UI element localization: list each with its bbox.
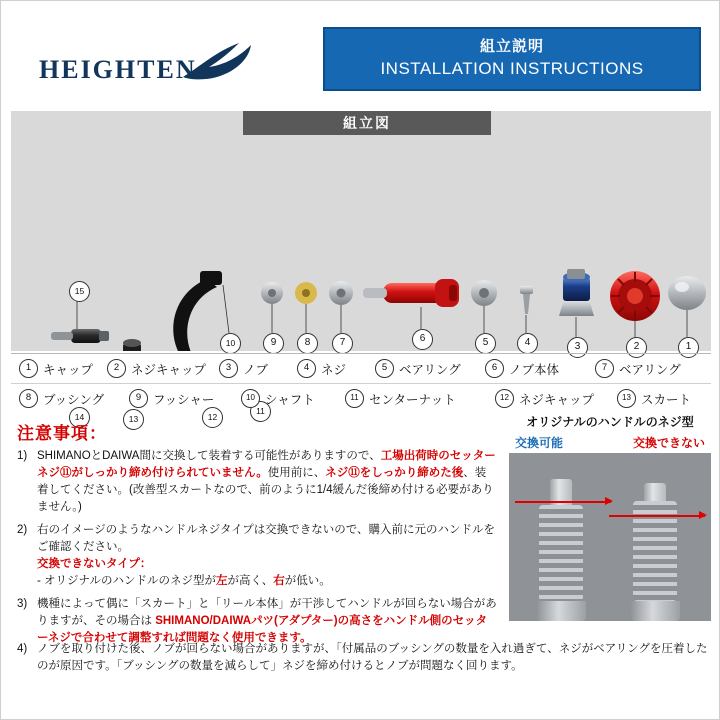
- legend-num-6: 6: [485, 359, 504, 378]
- note-2-seg-3: 左: [215, 575, 228, 587]
- legend-item-13: [609, 389, 709, 408]
- legend-item-12: [487, 389, 609, 408]
- callout-9: 9: [263, 333, 284, 354]
- note-4: [17, 641, 717, 675]
- note-1-seg-2: 使用前に、: [267, 467, 326, 479]
- note-1-seg-0: SHIMANOとDAIWA間に交換して装着する可能性がありますので、: [37, 450, 381, 462]
- note-1-text: [37, 448, 497, 516]
- diagram-title: 組立図: [243, 111, 491, 135]
- title-english: INSTALLATION INSTRUCTIONS: [380, 59, 644, 78]
- legend-num-10: 10: [241, 389, 260, 408]
- callout-5: 5: [475, 333, 496, 354]
- legend-label-5: ベアリング: [399, 362, 461, 377]
- header: [1, 1, 720, 105]
- legend-num-4: 4: [297, 359, 316, 378]
- knob-base: [536, 601, 586, 621]
- arrow-left-icon: [605, 497, 613, 505]
- legend-label-8: ブッシング: [43, 392, 105, 407]
- parts-legend: [11, 353, 711, 412]
- swoosh-icon: [179, 37, 274, 81]
- brand-logo: [39, 33, 309, 93]
- note-3-seg-0: 機種によって偶に「スカート」と「リール本体」が干渉してハンドルが回らない場合がありますが、その場合は: [37, 598, 497, 627]
- label-compatible: 交換可能: [515, 436, 564, 450]
- legend-item-4: [289, 359, 367, 378]
- note-2-seg-5: 右: [273, 575, 285, 587]
- legend-num-5: 5: [375, 359, 394, 378]
- part-screw-cap-large: [610, 271, 660, 321]
- knob-incompatible: [629, 483, 681, 621]
- note-3: [17, 596, 497, 647]
- legend-label-10: シャフト: [265, 392, 315, 407]
- legend-label-9: フッシャー: [153, 392, 215, 407]
- note-1-seg-1: 工場出荷時のセッターネジ⑪がしっかり締め付けられていません。: [37, 450, 496, 479]
- part-bushing: [295, 282, 317, 304]
- callout-7: 7: [332, 333, 353, 354]
- legend-num-1: 1: [19, 359, 38, 378]
- callout-2: 2: [626, 337, 647, 358]
- legend-label-1: キャップ: [43, 362, 94, 377]
- legend-num-9: 9: [129, 389, 148, 408]
- legend-label-12: ネジキャップ: [519, 392, 595, 407]
- legend-row-2: [11, 384, 711, 413]
- callout-13: 13: [123, 409, 144, 430]
- note-2-seg-2: - オリジナルのハンドルのネジ型が: [37, 575, 216, 587]
- legend-num-8: 8: [19, 389, 38, 408]
- part-knob: [559, 269, 594, 316]
- legend-item-9: [121, 389, 233, 408]
- note-1-marker: 1): [17, 450, 28, 462]
- parts-illustration: [11, 111, 711, 351]
- part-washer: [261, 282, 283, 304]
- title-banner: [323, 27, 701, 91]
- note-2-seg-1: 交換できないタイプ：: [37, 558, 152, 570]
- callout-6: 6: [412, 329, 433, 350]
- callout-15: 15: [69, 281, 90, 302]
- legend-item-2: [99, 359, 211, 378]
- legend-item-7: [587, 359, 701, 378]
- reference-line-right: [609, 515, 705, 517]
- notes-title: 注意事項：: [17, 424, 107, 443]
- legend-num-2: 2: [107, 359, 126, 378]
- note-2-seg-4: が高く、: [227, 575, 274, 587]
- legend-item-8: [11, 389, 121, 408]
- note-1-seg-3: ネジ⑪をしっかり締めた後: [325, 467, 464, 479]
- note-2-text: [37, 522, 497, 590]
- callout-3: 3: [567, 337, 588, 358]
- callout-4: 4: [517, 333, 538, 354]
- reference-line-left: [515, 501, 611, 503]
- part-knob-body: [363, 279, 459, 307]
- title-japanese: 組立説明: [479, 38, 544, 55]
- callout-12: 12: [202, 407, 223, 428]
- legend-label-3: ノブ: [243, 362, 269, 377]
- brand-name: HEIGHTEN: [39, 55, 197, 84]
- legend-item-3: [211, 359, 289, 378]
- note-4-marker: 4): [17, 643, 28, 655]
- knob-base-2: [630, 601, 680, 621]
- legend-item-11: [337, 389, 487, 408]
- legend-label-4: ネジ: [321, 362, 347, 377]
- note-2-seg-6: が低い。: [284, 575, 331, 587]
- note-2-marker: 2): [17, 524, 28, 536]
- legend-row-1: [11, 354, 711, 384]
- legend-item-10: [233, 389, 337, 408]
- label-incompatible: 交換できない: [632, 436, 705, 450]
- legend-item-6: [477, 359, 587, 378]
- legend-label-6: ノブ本体: [509, 362, 560, 377]
- legend-num-11: 11: [345, 389, 364, 408]
- legend-num-3: 3: [219, 359, 238, 378]
- callout-8: 8: [297, 333, 318, 354]
- part-skirt: [111, 339, 153, 351]
- screw-type-reference: [509, 413, 711, 633]
- legend-label-7: ベアリング: [619, 362, 681, 377]
- part-screw: [520, 286, 533, 314]
- part-bearing-5: [471, 280, 497, 306]
- legend-label-11: センターナット: [369, 392, 456, 407]
- photo-title: オリジナルのハンドルのネジ型: [526, 415, 694, 429]
- legend-num-7: 7: [595, 359, 614, 378]
- note-2-seg-0: 右のイメージのようなハンドルネジタイプは交換できないので、購入前に元のハンドルをご確認ください。: [37, 524, 496, 553]
- note-4-text: ノブを取り付けた後、ノブが回らない場合がありますが、「付属品のブッシングの数量を入れ過ぎて、ネジがベアリングを圧着したのが原因です。「ブッシングの数量を減らして」ネジを締め付けるとノブが問題なく回ります。: [37, 643, 708, 672]
- note-3-text: [37, 596, 497, 647]
- note-2: [17, 522, 497, 590]
- knob-shaft-top-2: [644, 483, 666, 501]
- part-bearing-7: [329, 281, 353, 305]
- callout-14: 14: [69, 407, 90, 428]
- callout-10: 10: [220, 333, 241, 354]
- knob-ribs: [539, 505, 583, 601]
- legend-item-5: [367, 359, 477, 378]
- arrow-right-icon: [699, 511, 707, 519]
- photo-labels: [509, 434, 711, 451]
- note-1: [17, 448, 497, 516]
- part-cap: [668, 276, 706, 310]
- callout-11: 11: [250, 401, 271, 422]
- note-3-seg-1: SHIMANO/DAIWAパツ(アダプター)の高さをハンドル側のセッターネジで合わせて調整すれば問題なく使用できます。: [37, 615, 488, 644]
- note-3-marker: 3): [17, 598, 28, 610]
- note-1-seg-4: 、装着してください。(改善型スカートなので、前のように1/4緩んだ後締め付ける必要がありません。): [37, 467, 494, 513]
- legend-label-2: ネジキャップ: [131, 362, 207, 377]
- part-adapter-15: [51, 329, 109, 343]
- legend-num-12: 12: [495, 389, 514, 408]
- legend-num-13: 13: [617, 389, 636, 408]
- legend-label-13: スカート: [641, 392, 692, 407]
- legend-item-1: [11, 359, 99, 378]
- comparison-photo: [509, 453, 711, 621]
- callout-1: 1: [678, 337, 699, 358]
